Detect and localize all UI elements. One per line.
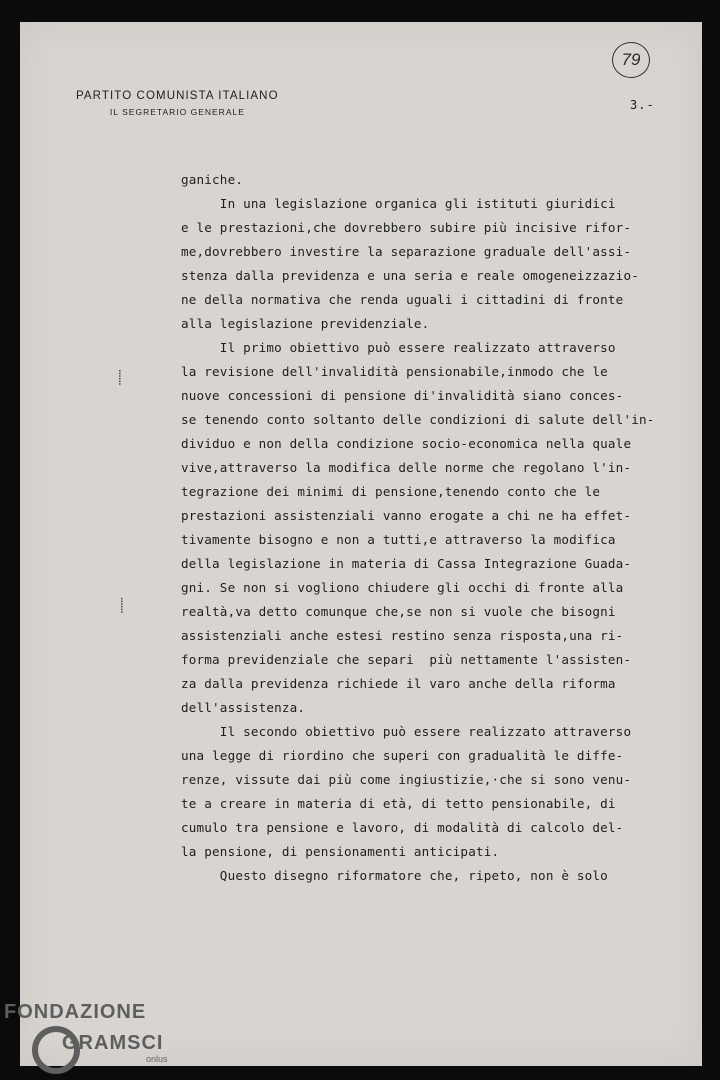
text-line: tegrazione dei minimi di pensione,tenendo conto che le bbox=[181, 484, 601, 499]
watermark-suffix: onlus bbox=[146, 1054, 168, 1064]
text-line: assistenziali anche estesi restino senza risposta,una ri- bbox=[181, 628, 624, 643]
text-line: la revisione dell'invalidità pensionabile,inmodo che le bbox=[181, 364, 608, 379]
text-line: te a creare in materia di età, di tetto pensionabile, di bbox=[181, 796, 616, 811]
text-line: nuove concessioni di pensione di'invalidità siano conces- bbox=[181, 388, 624, 403]
text-line: In una legislazione organica gli istituti giuridici bbox=[181, 196, 616, 211]
text-line: ganiche. bbox=[181, 172, 244, 187]
text-line: gni. Se non si vogliono chiudere gli occhi di fronte alla bbox=[181, 580, 624, 595]
folio-number-text: 79 bbox=[621, 50, 641, 69]
watermark-line2: GRAMSCI bbox=[62, 1032, 164, 1054]
letterhead-office: IL SEGRETARIO GENERALE bbox=[110, 107, 245, 117]
text-line: me,dovrebbero investire la separazione graduale dell'assi- bbox=[181, 244, 632, 259]
text-line: se tenendo conto soltanto delle condizioni di salute dell'in- bbox=[181, 412, 655, 427]
text-line: realtà,va detto comunque che,se non si vuole che bisogni bbox=[181, 604, 616, 619]
text-line: forma previdenziale che separi più nettamente l'assisten- bbox=[181, 652, 632, 667]
text-line: una legge di riordino che superi con gradualità le diffe- bbox=[181, 748, 624, 763]
text-line: la pensione, di pensionamenti anticipati. bbox=[181, 844, 500, 859]
letterhead-party: PARTITO COMUNISTA ITALIANO bbox=[76, 90, 279, 102]
document-body bbox=[181, 168, 671, 888]
text-line: Questo disegno riformatore che, ripeto, non è solo bbox=[181, 868, 608, 883]
text-line: renze, vissute dai più come ingiustizie,·che si sono venu- bbox=[181, 772, 632, 787]
text-line: cumulo tra pensione e lavoro, di modalità di calcolo del- bbox=[181, 820, 624, 835]
text-line: ne della normativa che renda uguali i cittadini di fronte bbox=[181, 292, 624, 307]
text-line: della legislazione in materia di Cassa Integrazione Guada- bbox=[181, 556, 632, 571]
text-line: prestazioni assistenziali vanno erogate a chi ne ha effet- bbox=[181, 508, 632, 523]
document-page bbox=[20, 22, 702, 1066]
page-number: 3.- bbox=[630, 98, 655, 112]
watermark-line1: FONDAZIONE bbox=[4, 1001, 147, 1023]
text-line: za dalla previdenza richiede il varo anche della riforma bbox=[181, 676, 616, 691]
margin-mark: ⸽ bbox=[120, 598, 124, 614]
text-line: alla legislazione previdenziale. bbox=[181, 316, 430, 331]
margin-mark: ⸽ bbox=[118, 370, 122, 386]
text-line: tivamente bisogno e non a tutti,e attraverso la modifica bbox=[181, 532, 616, 547]
text-line: dividuo e non della condizione socio-economica nella quale bbox=[181, 436, 632, 451]
text-line: vive,attraverso la modifica delle norme che regolano l'in- bbox=[181, 460, 632, 475]
text-line: Il primo obiettivo può essere realizzato attraverso bbox=[181, 340, 616, 355]
letterhead bbox=[76, 90, 279, 117]
text-line: dell'assistenza. bbox=[181, 700, 306, 715]
folio-number bbox=[612, 42, 650, 78]
text-line: Il secondo obiettivo può essere realizzato attraverso bbox=[181, 724, 632, 739]
text-line: stenza dalla previdenza e una seria e reale omogeneizzazio- bbox=[181, 268, 639, 283]
text-line: e le prestazioni,che dovrebbero subire più incisive rifor- bbox=[181, 220, 632, 235]
fondazione-gramsci-watermark bbox=[0, 978, 200, 1078]
